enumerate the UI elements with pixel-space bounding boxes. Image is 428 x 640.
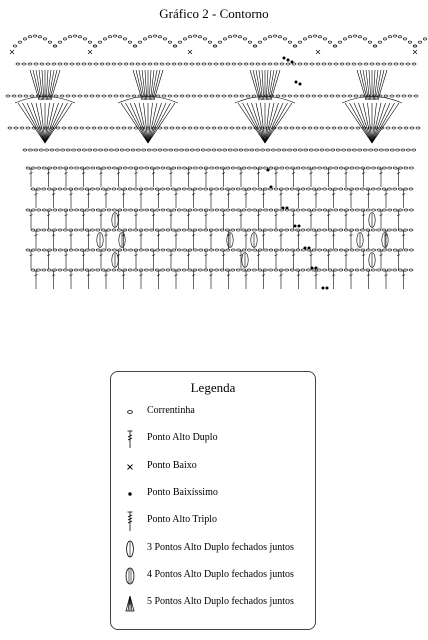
double-crochet-row	[29, 169, 401, 187]
legend-item	[111, 428, 315, 450]
double-crochet-row	[34, 271, 406, 289]
legend-box	[110, 371, 316, 630]
chain-arches	[13, 35, 428, 47]
chain-row	[23, 149, 416, 151]
double-crochet-icon	[123, 428, 137, 450]
three-dc-cluster-icon	[123, 538, 137, 560]
chain-row	[8, 127, 420, 129]
legend-item	[111, 592, 315, 614]
five-dc-fan	[235, 97, 295, 144]
double-crochet-row	[29, 251, 401, 269]
legend-item-label: Ponto Alto Triplo	[147, 514, 218, 526]
double-crochet-row	[29, 211, 401, 229]
single-crochet-icon	[123, 456, 137, 478]
slip-stitch-icon	[123, 483, 137, 505]
legend-item	[111, 538, 315, 560]
five-dc-fan	[30, 70, 60, 100]
legend-item	[111, 510, 315, 532]
legend-item-label: Ponto Alto Duplo	[147, 432, 218, 444]
chain-icon	[123, 401, 137, 423]
five-dc-fan	[118, 97, 178, 144]
legend-item-label: 5 Pontos Alto Duplo fechados juntos	[147, 596, 294, 608]
legend-title: Legenda	[190, 380, 236, 395]
legend-item-label: Correntinha	[147, 405, 195, 416]
five-dc-fan	[15, 97, 75, 144]
legend-item	[111, 483, 315, 505]
cluster-group	[97, 213, 388, 268]
single-crochet-group	[10, 50, 417, 54]
five-dc-cluster-icon	[123, 592, 137, 614]
legend-item-label: Ponto Baixíssimo	[147, 486, 218, 498]
five-dc-fan	[250, 70, 280, 100]
chain-row	[6, 95, 418, 97]
legend-item	[111, 565, 315, 587]
chain-row	[16, 63, 416, 65]
double-crochet-row	[34, 190, 406, 208]
legend-item	[111, 456, 315, 478]
legend-item	[111, 401, 315, 423]
four-dc-cluster-icon	[123, 565, 137, 587]
chart-title: Gráfico 2 - Contorno	[159, 6, 269, 21]
legend-item-label: 4 Pontos Alto Duplo fechados juntos	[147, 568, 294, 580]
legend-item-label: Ponto Baixo	[147, 459, 197, 471]
five-dc-fan	[342, 97, 402, 144]
double-crochet-row	[34, 231, 406, 249]
crochet-chart	[0, 28, 428, 318]
legend-item-label: 3 Pontos Alto Duplo fechados juntos	[147, 541, 294, 553]
triple-crochet-icon	[123, 510, 137, 532]
